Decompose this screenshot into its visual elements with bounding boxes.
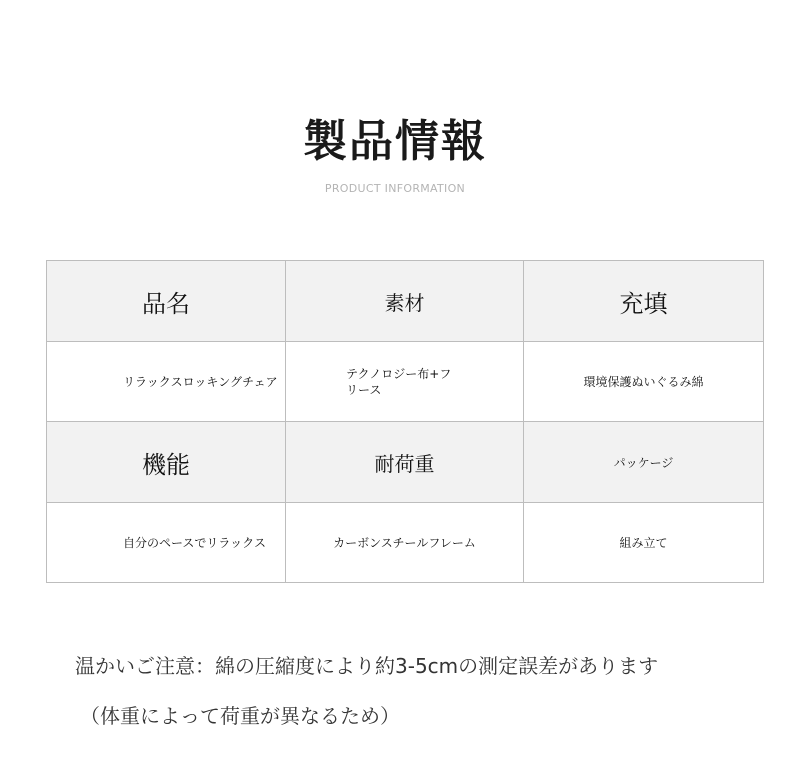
material-line-1: テクノロジー布+フ — [346, 366, 452, 381]
header-cell-function: 機能 — [47, 422, 286, 503]
value-cell-load-capacity: カーボンスチールフレーム — [286, 503, 524, 583]
value-cell-function: 自分のペースでリラックス — [47, 503, 286, 583]
care-note: 温かいご注意：綿の圧縮度により約3-5cmの測定誤差があります — [75, 654, 659, 678]
table-header-row — [47, 261, 764, 342]
header-cell-material: 素材 — [286, 261, 524, 342]
value-cell-product-name: リラックスロッキングチェア — [47, 342, 286, 422]
care-note-detail: （体重によって荷重が異なるため） — [80, 704, 400, 728]
header-cell-filling: 充填 — [524, 261, 764, 342]
value-cell-package: 組み立て — [524, 503, 764, 583]
header-cell-load-capacity: 耐荷重 — [286, 422, 524, 503]
page-subtitle: PRODUCT INFORMATION — [324, 182, 466, 195]
table-value-row — [47, 342, 764, 422]
value-cell-material — [286, 342, 524, 422]
material-line-2: リース — [346, 382, 382, 397]
value-cell-filling: 環境保護ぬいぐるみ綿 — [524, 342, 764, 422]
table-header-row — [47, 422, 764, 503]
page-title: 製品情報 — [303, 116, 487, 167]
header-cell-package: パッケージ — [524, 422, 764, 503]
table-value-row — [47, 503, 764, 583]
spec-table — [46, 260, 764, 583]
header-cell-product-name: 品名 — [47, 261, 286, 342]
